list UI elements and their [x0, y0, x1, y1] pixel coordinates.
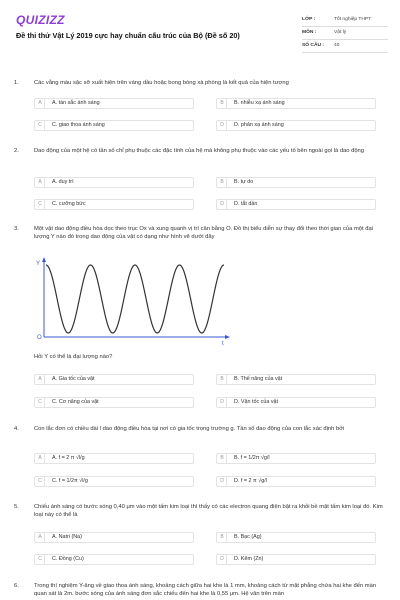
option-text: D. f = 2 π √g/l — [234, 477, 267, 484]
option-letter: C — [36, 555, 45, 564]
option-letter: C — [36, 477, 45, 486]
question-text: Dao động của một hệ có tần số chỉ phụ thuộc các đặc tính của hệ mà không phụ thuộc vào các yếu tố bên ngoài gọi là dao động — [34, 148, 365, 154]
option-letter: D — [218, 200, 227, 209]
option-letter: A — [36, 533, 45, 542]
header — [0, 0, 400, 58]
question-number: 3. — [14, 226, 19, 232]
option-text: C. cưỡng bức — [52, 200, 86, 207]
option-c[interactable] — [34, 199, 194, 210]
option-c[interactable] — [34, 397, 194, 408]
option-text: D. Vận tốc của vật — [234, 398, 279, 405]
y-axis-arrow — [42, 257, 46, 262]
option-d[interactable] — [216, 120, 376, 131]
question-number: 2. — [14, 148, 19, 154]
option-letter: A — [36, 99, 45, 108]
meta-row-class — [302, 14, 388, 27]
option-text: A. Natri (Na) — [52, 533, 82, 540]
option-letter: B — [218, 99, 227, 108]
option-text: D. Kẽm (Zn) — [234, 555, 264, 562]
option-text: B. tự do — [234, 178, 254, 185]
option-letter: C — [36, 200, 45, 209]
option-text: B. f = 1/2π √g/l — [234, 454, 270, 461]
origin-label: O — [37, 335, 42, 341]
option-letter: A — [36, 454, 45, 463]
question-text: Con lắc đơn có chiều dài l dao động điều hòa tại nơi có gia tốc trọng trường g. Tần số dao động của con lắc xác định bởi — [34, 426, 345, 432]
option-c[interactable] — [34, 476, 194, 487]
question-number: 5. — [14, 504, 19, 510]
option-text: A. duy trì — [52, 178, 74, 185]
question-number: 1. — [14, 80, 19, 86]
option-text: C. Đồng (Cu) — [52, 555, 84, 562]
question-subtext: Hỏi Y có thể là đại lượng nào? — [34, 354, 113, 360]
question-text: Các vằng màu sặc sỡ xuất hiện trên váng dầu hoặc bong bóng xà phòng là kết quả của hiện tượng — [34, 80, 289, 86]
meta-value: 40 — [334, 42, 340, 48]
option-c[interactable] — [34, 120, 194, 131]
option-letter: D — [218, 477, 227, 486]
meta-value: Vật lý — [334, 29, 347, 35]
option-a[interactable] — [34, 374, 194, 385]
option-letter: A — [36, 375, 45, 384]
t-axis-label: t — [222, 341, 224, 347]
option-text: B. Bạc (Ag) — [234, 533, 262, 540]
y-axis-label: Y — [36, 261, 41, 267]
oscillation-graph — [34, 257, 230, 347]
option-a[interactable] — [34, 177, 194, 188]
option-b[interactable] — [216, 177, 376, 188]
question-text: Chiếu ánh sáng có bước sóng 0,40 μm vào một tấm kim loại thì thấy có các electron quang điện bật ra khỏi bề mặt tấm kim loại đó. Kim loại này có thể là — [34, 504, 383, 518]
option-c[interactable] — [34, 554, 194, 565]
question-text: Trong thí nghiệm Y-âng về giao thoa ánh sáng, khoảng cách giữa hai khe là 1 mm, khoảng cách từ mặt phẳng chứa hai khe đến màn quan sát là 2m. bước sóng của ánh sáng đơn sắc chiếu đến hai khe là 0,55 μm. Hệ vân trên màn — [34, 583, 377, 597]
option-d[interactable] — [216, 199, 376, 210]
option-letter: D — [218, 398, 227, 407]
meta-table — [302, 14, 388, 53]
option-letter: D — [218, 555, 227, 564]
option-letter: A — [36, 178, 45, 187]
option-text: C. f = 1/2π √l/g — [52, 477, 88, 484]
option-text: C. giao thoa ánh sáng — [52, 121, 105, 128]
option-text: A. f = 2 π √l/g — [52, 454, 85, 461]
quizizz-logo[interactable]: QUIZIZZ — [16, 13, 65, 27]
option-b[interactable] — [216, 98, 376, 109]
option-d[interactable] — [216, 397, 376, 408]
option-letter: D — [218, 121, 227, 130]
option-b[interactable] — [216, 453, 376, 464]
option-text: A. tán sắc ánh sáng — [52, 99, 100, 106]
meta-key: LỚP : — [302, 16, 316, 22]
option-a[interactable] — [34, 453, 194, 464]
option-letter: B — [218, 178, 227, 187]
option-text: A. Gia tốc của vật — [52, 375, 95, 382]
option-b[interactable] — [216, 374, 376, 385]
option-letter: C — [36, 398, 45, 407]
option-a[interactable] — [34, 98, 194, 109]
option-b[interactable] — [216, 532, 376, 543]
option-letter: B — [218, 533, 227, 542]
option-letter: C — [36, 121, 45, 130]
meta-row-count — [302, 40, 388, 53]
wave-curve — [46, 265, 224, 333]
meta-key: MÔN : — [302, 29, 317, 35]
option-d[interactable] — [216, 554, 376, 565]
meta-value: Tốt nghiệp THPT — [334, 16, 372, 22]
option-text: B. nhiễu xạ ánh sáng — [234, 99, 285, 106]
option-letter: B — [218, 375, 227, 384]
option-text: B. Thế năng của vật — [234, 375, 283, 382]
meta-row-subject — [302, 27, 388, 40]
option-text: D. tắt dần — [234, 200, 258, 207]
option-a[interactable] — [34, 532, 194, 543]
option-d[interactable] — [216, 476, 376, 487]
meta-key: SỐ CÂU : — [302, 42, 325, 48]
page-title: Đề thi thử Vật Lý 2019 cực hay chuẩn cấu trúc của Bộ (Đề số 20) — [16, 31, 240, 40]
option-letter: B — [218, 454, 227, 463]
question-number: 6. — [14, 583, 19, 589]
t-axis-arrow — [225, 335, 230, 339]
option-text: C. Cơ năng của vật — [52, 398, 99, 405]
question-text: Một vật dao động điều hòa dọc theo trục Ox và xung quanh vị trí cân bằng O. Đồ thị biểu diễn sự thay đổi theo thời gian của một đại lượng Y nào đó trong dao động của vật có dạng như hình vẽ dưới đây — [34, 226, 373, 240]
question-number: 4. — [14, 426, 19, 432]
option-text: D. phản xạ ánh sáng — [234, 121, 284, 128]
